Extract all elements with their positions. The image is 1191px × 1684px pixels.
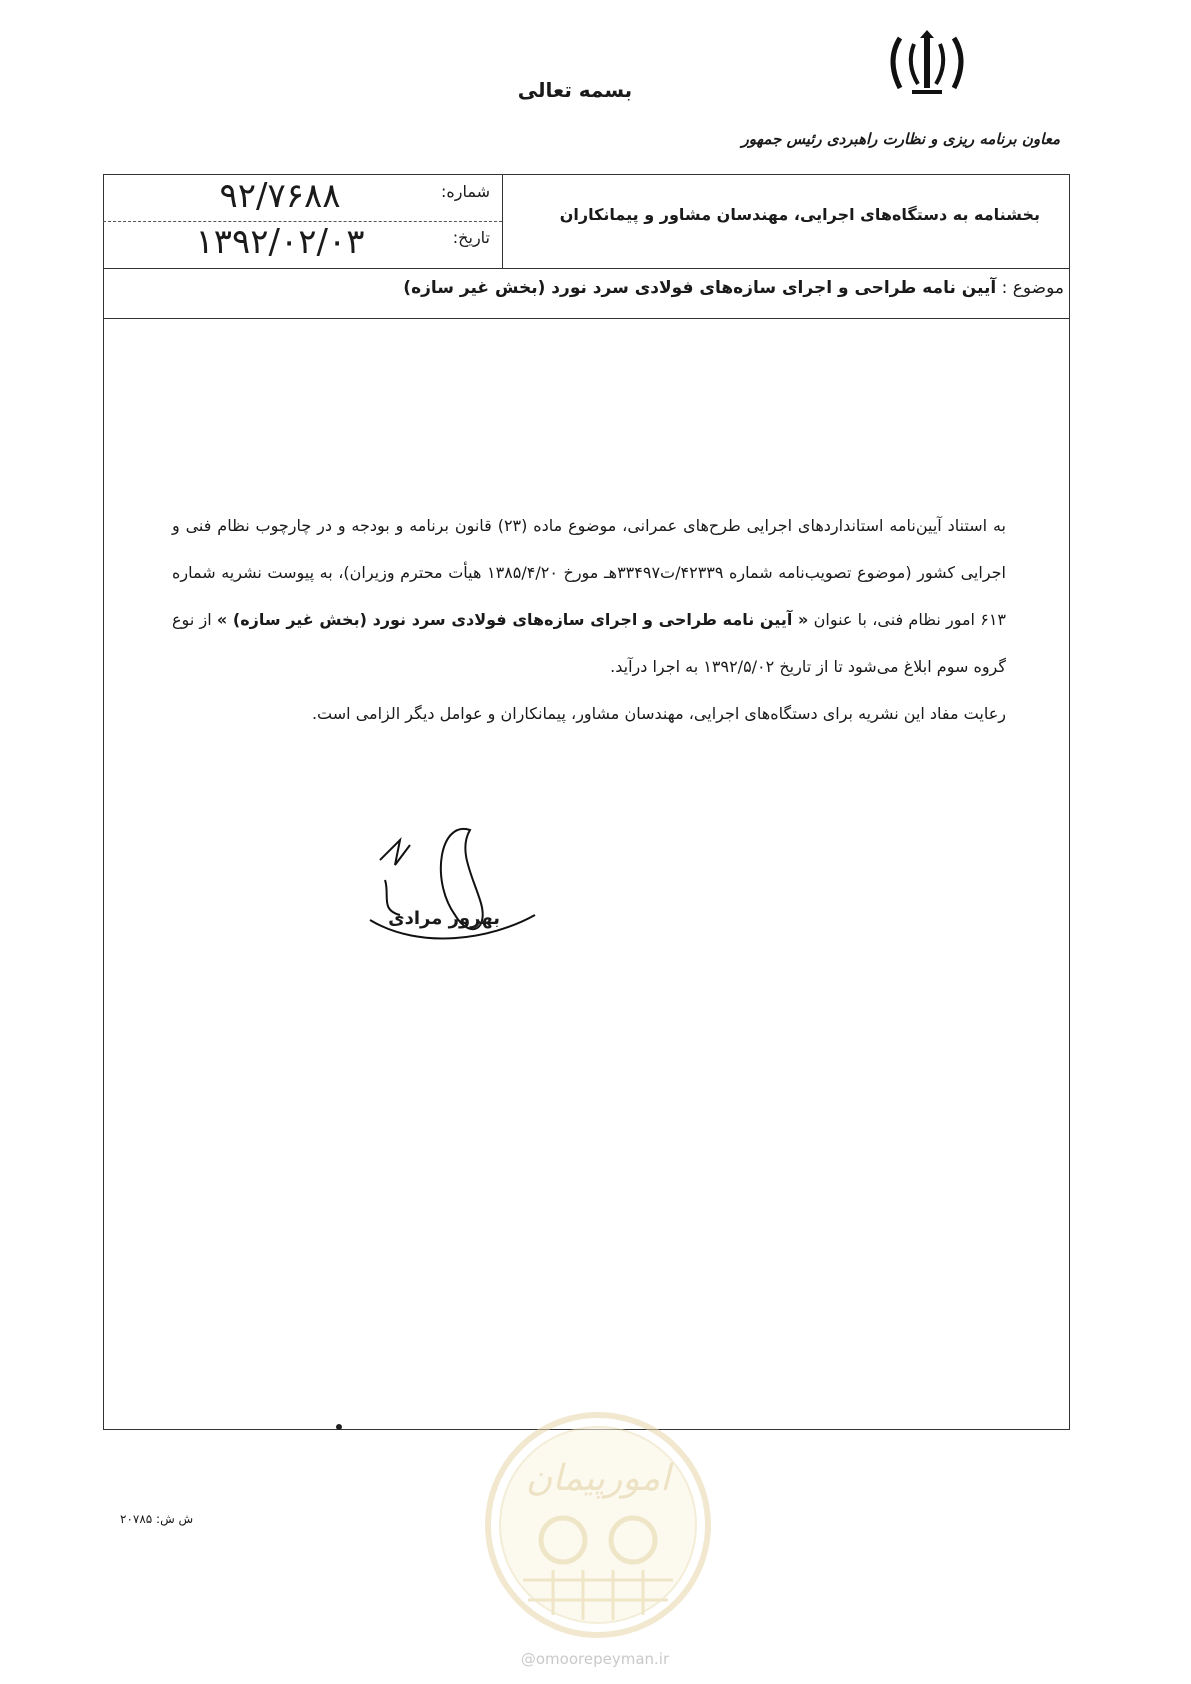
subject-title: آیین نامه طراحی و اجرای سازه‌های فولادی سرد نورد (بخش غیر سازه) [403,278,997,298]
handwritten-signature [360,820,540,970]
letter-date: ۱۳۹۲/۰۲/۰۳ [195,222,365,262]
publisher-watermark-logo [483,1410,713,1640]
ink-dot [336,1424,342,1430]
invocation-heading: بسمه تعالی [517,78,633,102]
watermark-text: امورپیمان [525,1458,671,1499]
letter-body [172,502,1006,737]
signer-name: بهروز مرادی [388,908,500,929]
body-text: به استناد آیین‌نامه استانداردهای اجرایی طرح‌های عمرانی، موضوع ماده (۲۳) قانون برنامه و بودجه و در چارچوب نظام فنی و اجرایی کشور (موضوع تصویب‌نامه شماره ۴۲۳۳۹/ت۳۳۴۹۷هـ مورخ ۱۳۸۵/۴/۲۰ هیأت محترم وزیران)، به پیوست نشریه شماره ۶۱۳ امور نظام فنی، با عنوان [172,516,1007,629]
organization-title: معاون برنامه ریزی و نظارت راهبردی رئیس جمهور [741,130,1060,148]
subject-label: موضوع : [1001,278,1064,298]
addressee-line: بخشنامه به دستگاه‌های اجرایی، مهندسان مشاور و پیمانکاران [559,205,1040,224]
body-paragraph-1 [172,502,1006,690]
number-label: شماره: [440,182,490,201]
watermark-url: @omoorepeyman.ir [520,1650,670,1668]
header-divider [103,268,1070,269]
footer-reference-code: ش ش: ۲۰۷۸۵ [120,1512,194,1526]
body-text: از نوع گروه سوم ابلاغ می‌شود تا از تاریخ ۱۳۹۲/۵/۰۲ به اجرا درآید. [172,610,1006,676]
iran-emblem-icon [882,30,972,100]
subject-divider [103,318,1070,319]
letter-number: ۹۲/۷۶۸۸ [219,176,341,216]
date-label: تاریخ: [452,228,490,247]
meta-separator [502,174,503,268]
body-paragraph-2: رعایت مفاد این نشریه برای دستگاه‌های اجرایی، مهندسان مشاور، پیمانکاران و عوامل دیگر الزامی است. [311,704,1006,723]
letter-frame [103,174,1070,1430]
body-publication-title: « آیین نامه طراحی و اجرای سازه‌های فولادی سرد نورد (بخش غیر سازه) » [216,610,809,629]
subject-line [120,278,1064,298]
